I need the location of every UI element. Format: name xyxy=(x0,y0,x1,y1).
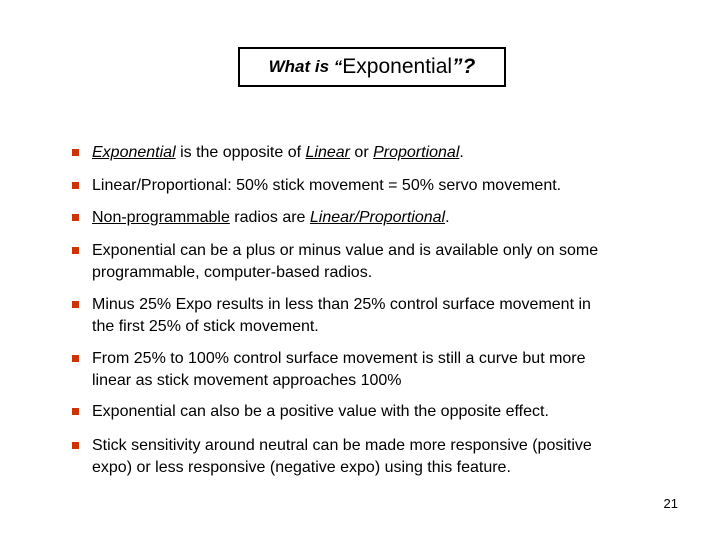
bullet-text-segment: programmable, computer-based radios. xyxy=(92,264,373,281)
bullet-text-segment: is the opposite of xyxy=(175,144,306,161)
bullet-text-segment: Linear xyxy=(305,144,350,161)
bullet-text xyxy=(92,207,672,229)
bullet-text-segment: Linear/Proportional xyxy=(309,209,446,226)
bullet-item xyxy=(72,142,672,164)
bullet-text-segment: linear as stick movement approaches 100% xyxy=(92,372,402,389)
bullet-square-icon xyxy=(72,214,79,221)
bullet-text-segment: Exponential can be a plus or minus value and is available only on some xyxy=(92,242,599,259)
bullet-square-icon xyxy=(72,182,79,189)
slide-title xyxy=(238,47,506,87)
bullet-text-segment: Proportional xyxy=(373,144,460,161)
bullet-text xyxy=(92,401,672,423)
bullet-text-segment: radios are xyxy=(229,209,310,226)
bullet-text-segment: Minus 25% Expo results in less than 25% control surface movement in xyxy=(92,296,591,313)
bullet-square-icon xyxy=(72,408,79,415)
bullet-square-icon xyxy=(72,301,79,308)
bullet-text xyxy=(92,348,672,392)
bullet-text-segment: Linear/Proportional: 50% stick movement = 50% servo movement. xyxy=(92,177,562,194)
bullet-item xyxy=(72,401,672,423)
bullet-item xyxy=(72,207,672,229)
title-prefix: What is “ xyxy=(268,57,343,76)
bullet-text-segment: the first 25% of stick movement. xyxy=(92,318,319,335)
bullet-text-segment: Exponential can also be a positive value with the opposite effect. xyxy=(92,403,549,420)
bullet-square-icon xyxy=(72,442,79,449)
title-main-word: Exponential xyxy=(342,55,453,78)
bullet-text-segment: or xyxy=(349,144,374,161)
bullet-text-segment: . xyxy=(445,209,450,226)
bullet-text-segment: expo) or less responsive (negative expo) using this feature. xyxy=(92,459,511,476)
bullet-text-segment: Non-programmable xyxy=(92,209,230,226)
bullet-square-icon xyxy=(72,247,79,254)
bullet-item xyxy=(72,435,672,479)
bullet-text xyxy=(92,240,672,284)
bullet-item xyxy=(72,294,672,338)
page-number: 21 xyxy=(663,496,678,511)
bullet-item xyxy=(72,175,672,197)
bullet-text-segment: Exponential xyxy=(92,144,176,161)
bullet-text-segment: From 25% to 100% control surface movement is still a curve but more xyxy=(92,350,586,367)
bullet-text xyxy=(92,435,672,479)
title-suffix: ”? xyxy=(452,55,476,78)
bullet-text xyxy=(92,175,672,197)
bullet-text-segment: . xyxy=(459,144,464,161)
bullet-item xyxy=(72,348,672,392)
bullet-square-icon xyxy=(72,149,79,156)
bullet-text xyxy=(92,294,672,338)
bullet-item xyxy=(72,240,672,284)
bullet-square-icon xyxy=(72,355,79,362)
bullet-text xyxy=(92,142,672,164)
bullet-text-segment: Stick sensitivity around neutral can be made more responsive (positive xyxy=(92,437,592,454)
